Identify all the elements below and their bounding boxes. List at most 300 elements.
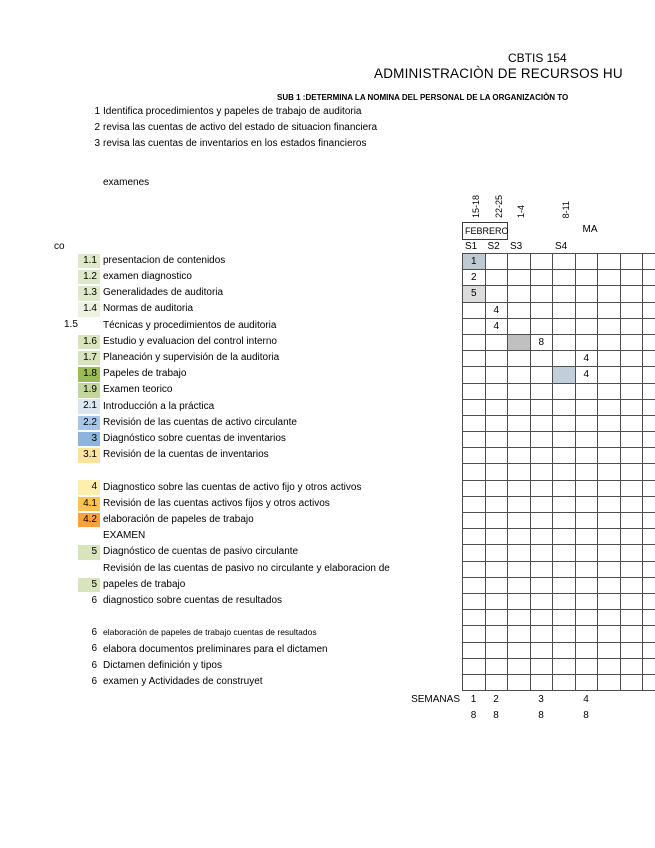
grid-cell[interactable] <box>576 626 599 642</box>
grid-cell[interactable] <box>643 432 655 448</box>
grid-cell[interactable] <box>531 351 554 367</box>
task-label: elaboración de papeles de trabajo <box>103 513 254 525</box>
grid-cell[interactable] <box>576 610 599 626</box>
grid-value-cell[interactable]: 4 <box>576 367 599 383</box>
objective-number: 3 <box>94 138 100 149</box>
grid-cell[interactable] <box>643 594 655 610</box>
grid-cell[interactable] <box>508 545 531 561</box>
grid-cell[interactable] <box>486 529 509 545</box>
grid-cell[interactable] <box>486 659 509 675</box>
grid-cell[interactable] <box>463 432 486 448</box>
grid-cell[interactable] <box>531 497 554 513</box>
grid-cell[interactable] <box>553 270 576 286</box>
grid-cell[interactable] <box>598 319 621 335</box>
grid-cell[interactable] <box>531 659 554 675</box>
grid-cell[interactable] <box>463 319 486 335</box>
footer-hours-number: 8 <box>493 710 499 721</box>
task-number-cell[interactable]: 1.7 <box>78 351 100 366</box>
grid-cell[interactable] <box>463 448 486 464</box>
grid-cell[interactable] <box>553 432 576 448</box>
grid-cell[interactable] <box>508 529 531 545</box>
task-label: diagnostico sobre cuentas de resultados <box>103 594 283 606</box>
grid-cell[interactable] <box>463 643 486 659</box>
grid-cell[interactable] <box>621 529 644 545</box>
grid-cell[interactable] <box>553 400 576 416</box>
task-label: examen diagnostico <box>103 270 192 282</box>
grid-cell[interactable] <box>621 497 644 513</box>
task-number-cell[interactable]: 1.9 <box>78 383 100 398</box>
footer-hours-number: 8 <box>538 710 544 721</box>
grid-cell[interactable] <box>486 643 509 659</box>
grid-cell[interactable] <box>643 286 655 302</box>
grid-cell[interactable] <box>598 497 621 513</box>
grid-highlight-cell[interactable] <box>553 367 576 383</box>
grid-cell[interactable] <box>508 367 531 383</box>
task-number-cell[interactable]: 1.4 <box>78 302 100 317</box>
grid-cell[interactable] <box>643 675 655 691</box>
grid-cell[interactable] <box>508 448 531 464</box>
task-row <box>0 366 460 382</box>
task-label: EXAMEN <box>103 530 146 542</box>
grid-cell[interactable] <box>463 513 486 529</box>
grid-cell[interactable] <box>553 384 576 400</box>
grid-cell[interactable] <box>621 270 644 286</box>
grid-cell[interactable] <box>553 335 576 351</box>
grid-cell[interactable] <box>553 351 576 367</box>
grid-cell[interactable] <box>486 545 509 561</box>
grid-cell[interactable] <box>598 464 621 480</box>
grid-cell[interactable] <box>508 481 531 497</box>
grid-cell[interactable] <box>643 643 655 659</box>
grid-cell[interactable] <box>621 626 644 642</box>
grid-cell[interactable] <box>508 351 531 367</box>
grid-cell[interactable] <box>553 610 576 626</box>
grid-cell[interactable] <box>643 626 655 642</box>
grid-cell[interactable] <box>553 303 576 319</box>
grid-cell[interactable] <box>576 303 599 319</box>
grid-cell[interactable] <box>621 562 644 578</box>
grid-cell[interactable] <box>508 594 531 610</box>
grid-cell[interactable] <box>531 626 554 642</box>
grid-cell[interactable] <box>463 384 486 400</box>
grid-cell[interactable] <box>508 626 531 642</box>
grid-cell[interactable] <box>553 626 576 642</box>
grid-cell[interactable] <box>531 529 554 545</box>
grid-value-cell[interactable]: 4 <box>486 303 509 319</box>
grid-cell[interactable] <box>643 578 655 594</box>
grid-cell[interactable] <box>598 529 621 545</box>
grid-cell[interactable] <box>643 448 655 464</box>
grid-cell[interactable] <box>486 400 509 416</box>
grid-cell[interactable] <box>621 464 644 480</box>
grid-cell[interactable] <box>463 594 486 610</box>
grid-cell[interactable] <box>598 545 621 561</box>
grid-cell[interactable] <box>576 529 599 545</box>
grid-cell[interactable] <box>598 578 621 594</box>
task-label: elabora documentos preliminares para el dictamen <box>103 643 328 655</box>
objective-text: revisa las cuentas de inventarios en los estados financieros <box>103 138 367 149</box>
task-number-cell[interactable]: 1.6 <box>78 335 100 350</box>
task-number-cell[interactable]: 1.3 <box>78 286 100 301</box>
grid-cell[interactable] <box>531 286 554 302</box>
grid-cell[interactable] <box>508 562 531 578</box>
grid-cell[interactable] <box>508 303 531 319</box>
task-number-cell[interactable]: 3.1 <box>78 448 100 463</box>
grid-cell[interactable] <box>553 497 576 513</box>
grid-cell[interactable] <box>553 254 576 270</box>
grid-cell[interactable] <box>643 529 655 545</box>
grid-cell[interactable] <box>643 545 655 561</box>
grid-cell[interactable] <box>553 675 576 691</box>
grid-cell[interactable] <box>463 497 486 513</box>
grid-cell[interactable] <box>553 481 576 497</box>
grid-cell[interactable] <box>643 335 655 351</box>
grid-cell[interactable] <box>486 578 509 594</box>
grid-cell[interactable] <box>598 626 621 642</box>
grid-cell[interactable] <box>508 286 531 302</box>
semanas-label: SEMANAS <box>411 694 460 705</box>
grid-cell[interactable] <box>643 351 655 367</box>
task-number-cell[interactable]: 3 <box>78 432 100 447</box>
task-label: examen y Actividades de construyet <box>103 675 263 687</box>
task-number-cell[interactable]: 6 <box>91 594 97 606</box>
month-cell-ma[interactable]: MA <box>582 224 598 235</box>
grid-cell[interactable] <box>621 400 644 416</box>
grid-cell[interactable] <box>621 448 644 464</box>
task-number-cell[interactable]: 6 <box>91 659 97 671</box>
grid-cell[interactable] <box>598 594 621 610</box>
grid-cell[interactable] <box>598 351 621 367</box>
task-number-cell[interactable]: 6 <box>91 627 97 639</box>
grid-cell[interactable] <box>531 367 554 383</box>
grid-cell[interactable] <box>531 513 554 529</box>
grid-cell[interactable] <box>486 432 509 448</box>
grid-cell[interactable] <box>486 513 509 529</box>
grid-cell[interactable] <box>508 643 531 659</box>
grid-cell[interactable] <box>598 400 621 416</box>
grid-cell[interactable] <box>531 432 554 448</box>
grid-cell[interactable] <box>531 254 554 270</box>
grid-cell[interactable] <box>508 400 531 416</box>
grid-cell[interactable] <box>621 286 644 302</box>
grid-cell[interactable] <box>598 610 621 626</box>
grid-cell[interactable] <box>486 335 509 351</box>
task-label: Examen teorico <box>103 384 173 396</box>
grid-cell[interactable] <box>643 562 655 578</box>
task-number-cell[interactable]: 6 <box>91 675 97 687</box>
grid-cell[interactable] <box>463 416 486 432</box>
grid-cell[interactable] <box>621 545 644 561</box>
task-row <box>0 318 460 334</box>
task-number-cell[interactable]: 5 <box>78 545 100 560</box>
grid-cell[interactable] <box>486 254 509 270</box>
grid-cell[interactable] <box>553 545 576 561</box>
grid-cell[interactable] <box>531 610 554 626</box>
grid-cell[interactable] <box>576 448 599 464</box>
task-number-cell[interactable]: 4.1 <box>78 497 100 512</box>
grid-cell[interactable] <box>621 335 644 351</box>
grid-cell[interactable] <box>643 384 655 400</box>
grid-cell[interactable] <box>576 562 599 578</box>
task-row <box>0 302 460 318</box>
grid-cell[interactable] <box>553 464 576 480</box>
grid-cell[interactable] <box>643 610 655 626</box>
grid-cell[interactable] <box>598 643 621 659</box>
grid-cell[interactable] <box>531 675 554 691</box>
task-number-cell[interactable]: 6 <box>91 643 97 655</box>
grid-cell[interactable] <box>598 286 621 302</box>
grid-cell[interactable] <box>486 367 509 383</box>
task-label: Planeación y supervisión de la auditoria <box>103 351 280 363</box>
grid-cell[interactable] <box>576 497 599 513</box>
grid-cell[interactable] <box>598 270 621 286</box>
grid-cell[interactable] <box>621 303 644 319</box>
grid-cell[interactable] <box>598 384 621 400</box>
grid-cell[interactable] <box>621 319 644 335</box>
grid-cell[interactable] <box>508 610 531 626</box>
grid-cell[interactable] <box>643 416 655 432</box>
task-row <box>0 512 460 528</box>
grid-cell[interactable] <box>486 286 509 302</box>
grid-cell[interactable] <box>463 303 486 319</box>
grid-cell[interactable] <box>508 497 531 513</box>
grid-cell[interactable] <box>531 578 554 594</box>
grid-cell[interactable] <box>463 626 486 642</box>
grid-value-cell[interactable]: 4 <box>486 319 509 335</box>
grid-cell[interactable] <box>621 254 644 270</box>
grid-cell[interactable] <box>553 659 576 675</box>
grid-cell[interactable] <box>621 578 644 594</box>
task-label: Estudio y evaluacion del control interno <box>103 335 277 347</box>
grid-cell[interactable] <box>643 319 655 335</box>
task-label: Diagnóstico sobre cuentas de inventarios <box>103 432 286 444</box>
grid-cell[interactable] <box>531 562 554 578</box>
grid-cell[interactable] <box>463 545 486 561</box>
grid-cell[interactable] <box>576 675 599 691</box>
grid-cell[interactable] <box>553 286 576 302</box>
grid-cell[interactable] <box>463 464 486 480</box>
grid-cell[interactable] <box>621 384 644 400</box>
grid-cell[interactable] <box>486 416 509 432</box>
grid-cell[interactable] <box>531 481 554 497</box>
grid-cell[interactable] <box>553 643 576 659</box>
grid-cell[interactable] <box>621 367 644 383</box>
grid-cell[interactable] <box>598 659 621 675</box>
grid-cell[interactable] <box>463 335 486 351</box>
grid-cell[interactable] <box>576 643 599 659</box>
grid-cell[interactable] <box>486 626 509 642</box>
grid-cell[interactable] <box>531 594 554 610</box>
grid-cell[interactable] <box>531 448 554 464</box>
grid-value-cell[interactable]: 1 <box>463 254 486 270</box>
grid-cell[interactable] <box>553 319 576 335</box>
grid-cell[interactable] <box>463 659 486 675</box>
grid-cell[interactable] <box>463 529 486 545</box>
grid-cell[interactable] <box>531 384 554 400</box>
grid-cell[interactable] <box>463 351 486 367</box>
grid-cell[interactable] <box>553 448 576 464</box>
grid-cell[interactable] <box>576 659 599 675</box>
grid-cell[interactable] <box>643 303 655 319</box>
grid-cell[interactable] <box>621 610 644 626</box>
co-label: co <box>54 241 65 252</box>
task-number-cell[interactable]: 1.8 <box>78 367 100 382</box>
task-number-cell[interactable]: 4 <box>78 480 100 495</box>
grid-cell[interactable] <box>463 675 486 691</box>
task-number-cell[interactable]: 2.1 <box>78 399 100 414</box>
grid-cell[interactable] <box>576 481 599 497</box>
grid-cell[interactable] <box>553 416 576 432</box>
grid-cell[interactable] <box>643 464 655 480</box>
grid-cell[interactable] <box>576 432 599 448</box>
grid-cell[interactable] <box>531 464 554 480</box>
grid-cell[interactable] <box>621 416 644 432</box>
grid-cell[interactable] <box>621 675 644 691</box>
grid-cell[interactable] <box>621 481 644 497</box>
grid-cell[interactable] <box>486 610 509 626</box>
grid-cell[interactable] <box>508 659 531 675</box>
grid-cell[interactable] <box>598 432 621 448</box>
grid-cell[interactable] <box>531 319 554 335</box>
grid-cell[interactable] <box>621 513 644 529</box>
month-cell-febrero[interactable]: FEBRERO <box>462 222 508 240</box>
grid-cell[interactable] <box>576 594 599 610</box>
grid-cell[interactable] <box>531 416 554 432</box>
task-number-cell[interactable]: 1.1 <box>78 254 100 269</box>
week-header-s3: S3 <box>510 241 523 252</box>
grid-cell[interactable] <box>643 513 655 529</box>
grid-cell[interactable] <box>531 545 554 561</box>
grid-cell[interactable] <box>621 643 644 659</box>
grid-cell[interactable] <box>553 594 576 610</box>
grid-cell[interactable] <box>598 562 621 578</box>
grid-cell[interactable] <box>576 545 599 561</box>
task-number-cell[interactable]: 2.2 <box>78 416 100 431</box>
grid-cell[interactable] <box>463 367 486 383</box>
grid-cell[interactable] <box>463 481 486 497</box>
grid-cell[interactable] <box>486 448 509 464</box>
grid-cell[interactable] <box>508 416 531 432</box>
grid-cell[interactable] <box>576 400 599 416</box>
grid-cell[interactable] <box>508 270 531 286</box>
task-row <box>0 674 460 690</box>
grid-cell[interactable] <box>531 400 554 416</box>
grid-cell[interactable] <box>576 286 599 302</box>
grid-cell[interactable] <box>508 319 531 335</box>
grid-value-cell[interactable]: 4 <box>576 351 599 367</box>
grid-cell[interactable] <box>598 675 621 691</box>
grid-cell[interactable] <box>598 254 621 270</box>
grid-cell[interactable] <box>486 351 509 367</box>
grid-cell[interactable] <box>463 578 486 594</box>
task-number-cell[interactable]: 1.5 <box>64 319 78 331</box>
task-row <box>0 383 460 399</box>
grid-cell[interactable] <box>621 351 644 367</box>
grid-cell[interactable] <box>643 497 655 513</box>
grid-cell[interactable] <box>486 464 509 480</box>
grid-cell[interactable] <box>576 319 599 335</box>
grid-cell[interactable] <box>531 643 554 659</box>
grid-cell[interactable] <box>576 335 599 351</box>
grid-cell[interactable] <box>486 562 509 578</box>
grid-cell[interactable] <box>531 270 554 286</box>
grid-value-cell[interactable]: 5 <box>463 286 486 302</box>
grid-cell[interactable] <box>508 513 531 529</box>
grid-cell[interactable] <box>643 659 655 675</box>
grid-cell[interactable] <box>463 610 486 626</box>
grid-cell[interactable] <box>621 594 644 610</box>
grid-cell[interactable] <box>553 529 576 545</box>
grid-highlight-cell[interactable] <box>508 335 531 351</box>
grid-cell[interactable] <box>598 416 621 432</box>
grid-cell[interactable] <box>531 303 554 319</box>
grid-cell[interactable] <box>598 513 621 529</box>
grid-cell[interactable] <box>621 432 644 448</box>
grid-cell[interactable] <box>643 400 655 416</box>
grid-cell[interactable] <box>553 562 576 578</box>
grid-cell[interactable] <box>598 335 621 351</box>
task-number-cell[interactable]: 1.2 <box>78 270 100 285</box>
grid-cell[interactable] <box>486 675 509 691</box>
grid-cell[interactable] <box>553 578 576 594</box>
task-number-cell[interactable]: 4.2 <box>78 513 100 528</box>
grid-cell[interactable] <box>553 513 576 529</box>
grid-cell[interactable] <box>576 254 599 270</box>
grid-cell[interactable] <box>576 464 599 480</box>
grid-cell[interactable] <box>508 675 531 691</box>
objective-text: revisa las cuentas de activo del estado de situacion financiera <box>103 122 378 133</box>
task-label: elaboración de papeles de trabajo cuentas de resultados <box>103 627 317 638</box>
grid-cell[interactable] <box>508 578 531 594</box>
grid-cell[interactable] <box>576 416 599 432</box>
task-label: Diagnostico sobre las cuentas de activo fijo y otros activos <box>103 481 362 493</box>
footer-week-number: 4 <box>583 694 589 705</box>
grid-cell[interactable] <box>576 578 599 594</box>
task-row <box>0 415 460 431</box>
grid-cell[interactable] <box>643 254 655 270</box>
task-row <box>0 658 460 674</box>
grid-value-cell[interactable]: 8 <box>531 335 554 351</box>
grid-cell[interactable] <box>643 270 655 286</box>
grid-cell[interactable] <box>643 367 655 383</box>
date-range-label: 8-11 <box>561 200 571 218</box>
grid-cell[interactable] <box>598 448 621 464</box>
grid-cell[interactable] <box>598 303 621 319</box>
grid-cell[interactable] <box>598 367 621 383</box>
grid-cell[interactable] <box>486 270 509 286</box>
grid-cell[interactable] <box>576 270 599 286</box>
grid-cell[interactable] <box>486 497 509 513</box>
grid-cell[interactable] <box>508 432 531 448</box>
footer-week-number: 3 <box>538 694 544 705</box>
grid-cell[interactable] <box>576 384 599 400</box>
grid-cell[interactable] <box>486 594 509 610</box>
grid-cell[interactable] <box>621 659 644 675</box>
grid-cell[interactable] <box>463 400 486 416</box>
grid-cell[interactable] <box>486 481 509 497</box>
grid-cell[interactable] <box>508 384 531 400</box>
task-row <box>0 642 460 658</box>
grid-value-cell[interactable]: 2 <box>463 270 486 286</box>
grid-cell[interactable] <box>463 562 486 578</box>
grid-cell[interactable] <box>486 384 509 400</box>
grid-cell[interactable] <box>598 481 621 497</box>
grid-cell[interactable] <box>576 513 599 529</box>
task-number-cell[interactable]: 5 <box>78 578 100 593</box>
grid-cell[interactable] <box>508 254 531 270</box>
grid-cell[interactable] <box>508 464 531 480</box>
grid-cell[interactable] <box>643 481 655 497</box>
